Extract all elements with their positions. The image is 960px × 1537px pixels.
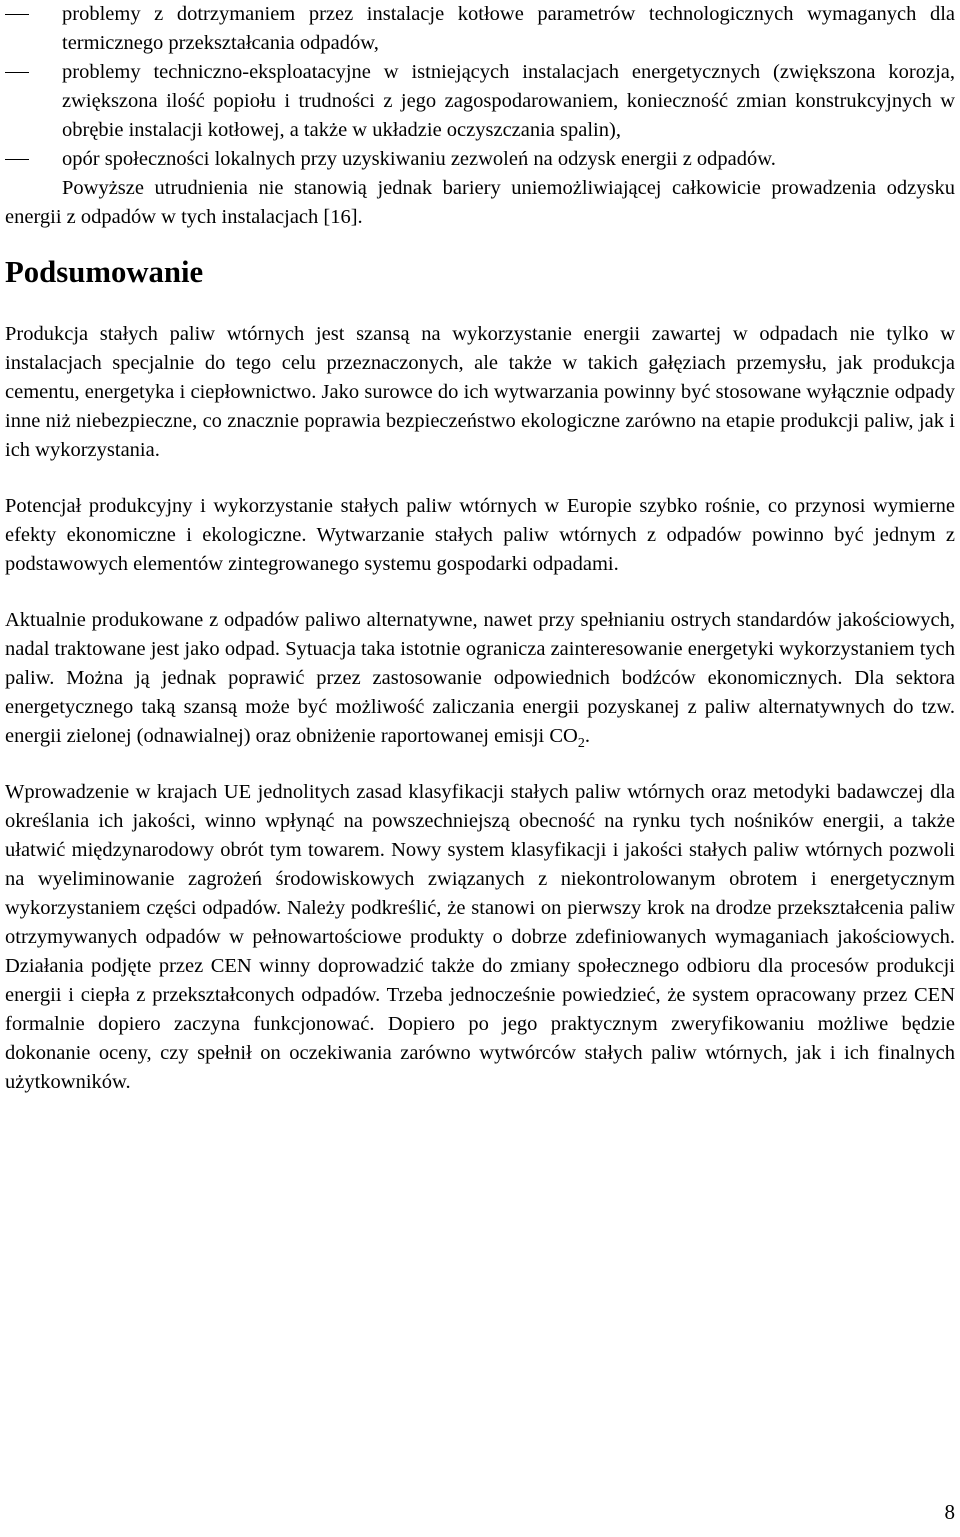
list-item-text: opór społeczności lokalnych przy uzyskiwaniu zezwoleń na odzysk energii z odpadów. <box>62 148 776 170</box>
dash-icon <box>5 159 29 160</box>
summary-paragraph-1: Produkcja stałych paliw wtórnych jest szansą na wykorzystanie energii zawartej w odpadach nie tylko w instalacjach specjalnie do tego celu przeznaczonych, ale także w takich gałęziach przemysłu, jak produkcja cementu, energetyka i ciepłownictwo. Jako surowce do ich wytwarzania powinny być stosowane wyłącznie odpady inne niż niebezpieczne, co znacznie poprawia bezpieczeństwo ekologiczne zarówno na etapie produkcji paliw, jak i ich wykorzystania. <box>5 323 955 461</box>
bullet-list <box>5 0 955 174</box>
co2-subscript: 2 <box>577 736 585 752</box>
section-heading: Podsumowanie <box>5 255 204 289</box>
summary-paragraph-2: Potencjał produkcyjny i wykorzystanie stałych paliw wtórnych w Europie szybko rośnie, co przynosi wymierne efekty ekonomiczne i ekologiczne. Wytwarzanie stałych paliw wtórnych z odpadów powinno być jednym z podstawowych elementów zintegrowanego systemu gospodarki odpadami. <box>5 495 955 575</box>
paragraph-3-end: . <box>584 725 590 747</box>
dash-icon <box>5 14 29 15</box>
document-page <box>5 0 955 1097</box>
summary-paragraph-4: Wprowadzenie w krajach UE jednolitych zasad klasyfikacji stałych paliw wtórnych oraz metodyki badawczej dla określania ich jakości, winno wpłynąć na powszechniejszą obecność na rynku tych nośników energii, a także ułatwić międzynarodowy obrót tym towarem. Nowy system klasyfikacji i jakości stałych paliw wtórnych pozwoli na wyeliminowanie zagrożeń środowiskowych związanych z niekontrolowanym obrotem i energetycznym wykorzystaniem części odpadów. Należy podkreślić, że stanowi on pierwszy krok na drodze przekształcenia paliw otrzymywanych odpadów w pełnowartościowe produkty o dobrze zdefiniowanych wymaganiach jakościowych. Działania podjęte przez CEN winny doprowadzić także do zmiany społecznego odbioru dla procesów produkcji energii i ciepła z przekształconych odpadów. Trzeba jednocześnie powiedzieć, że system opracowany przez CEN formalnie dopiero zaczyna funkcjonować. Dopiero po jego praktycznym zweryfikowaniu możliwe będzie dokonanie oceny, czy spełnił on oczekiwania zarówno wytwórców stałych paliw wtórnych, jak i ich finalnych użytkowników. <box>5 781 955 1093</box>
summary-paragraph-3 <box>5 606 955 751</box>
page-number: 8 <box>944 1500 955 1524</box>
paragraph-3-text: Aktualnie produkowane z odpadów paliwo alternatywne, nawet przy spełnianiu ostrych standardów jakościowych, nadal traktowane jest jako odpad. Sytuacja taka istotnie ogranicza zainteresowanie energetyki wykorzystaniem tych paliw. Można ją jednak poprawić przez zastosowanie odpowiednich bodźców ekonomicznych. Dla sektora energetycznego taką szansą może być możliwość zaliczania energii pozyskanej z paliw alternatywnych do tzw. energii zielonej (odnawialnej) oraz obniżenie raportowanej emisji CO <box>5 609 955 747</box>
list-item-text: problemy techniczno-eksploatacyjne w istniejących instalacjach energetycznych (zwiększona korozja, zwiększona ilość popiołu i trudności z jego zagospodarowaniem, konieczność zmian konstrukcyjnych w obrębie instalacji kotłowej, a także w układzie oczyszczania spalin), <box>62 61 955 141</box>
after-list-paragraph: Powyższe utrudnienia nie stanowią jednak bariery uniemożliwiającej całkowicie prowadzenia odzysku energii z odpadów w tych instalacjach [16]. <box>5 177 955 228</box>
list-item <box>5 145 955 174</box>
list-item <box>5 58 955 145</box>
list-item <box>5 0 955 58</box>
dash-icon <box>5 72 29 73</box>
list-item-text: problemy z dotrzymaniem przez instalacje kotłowe parametrów technologicznych wymaganych dla termicznego przekształcania odpadów, <box>62 3 955 54</box>
